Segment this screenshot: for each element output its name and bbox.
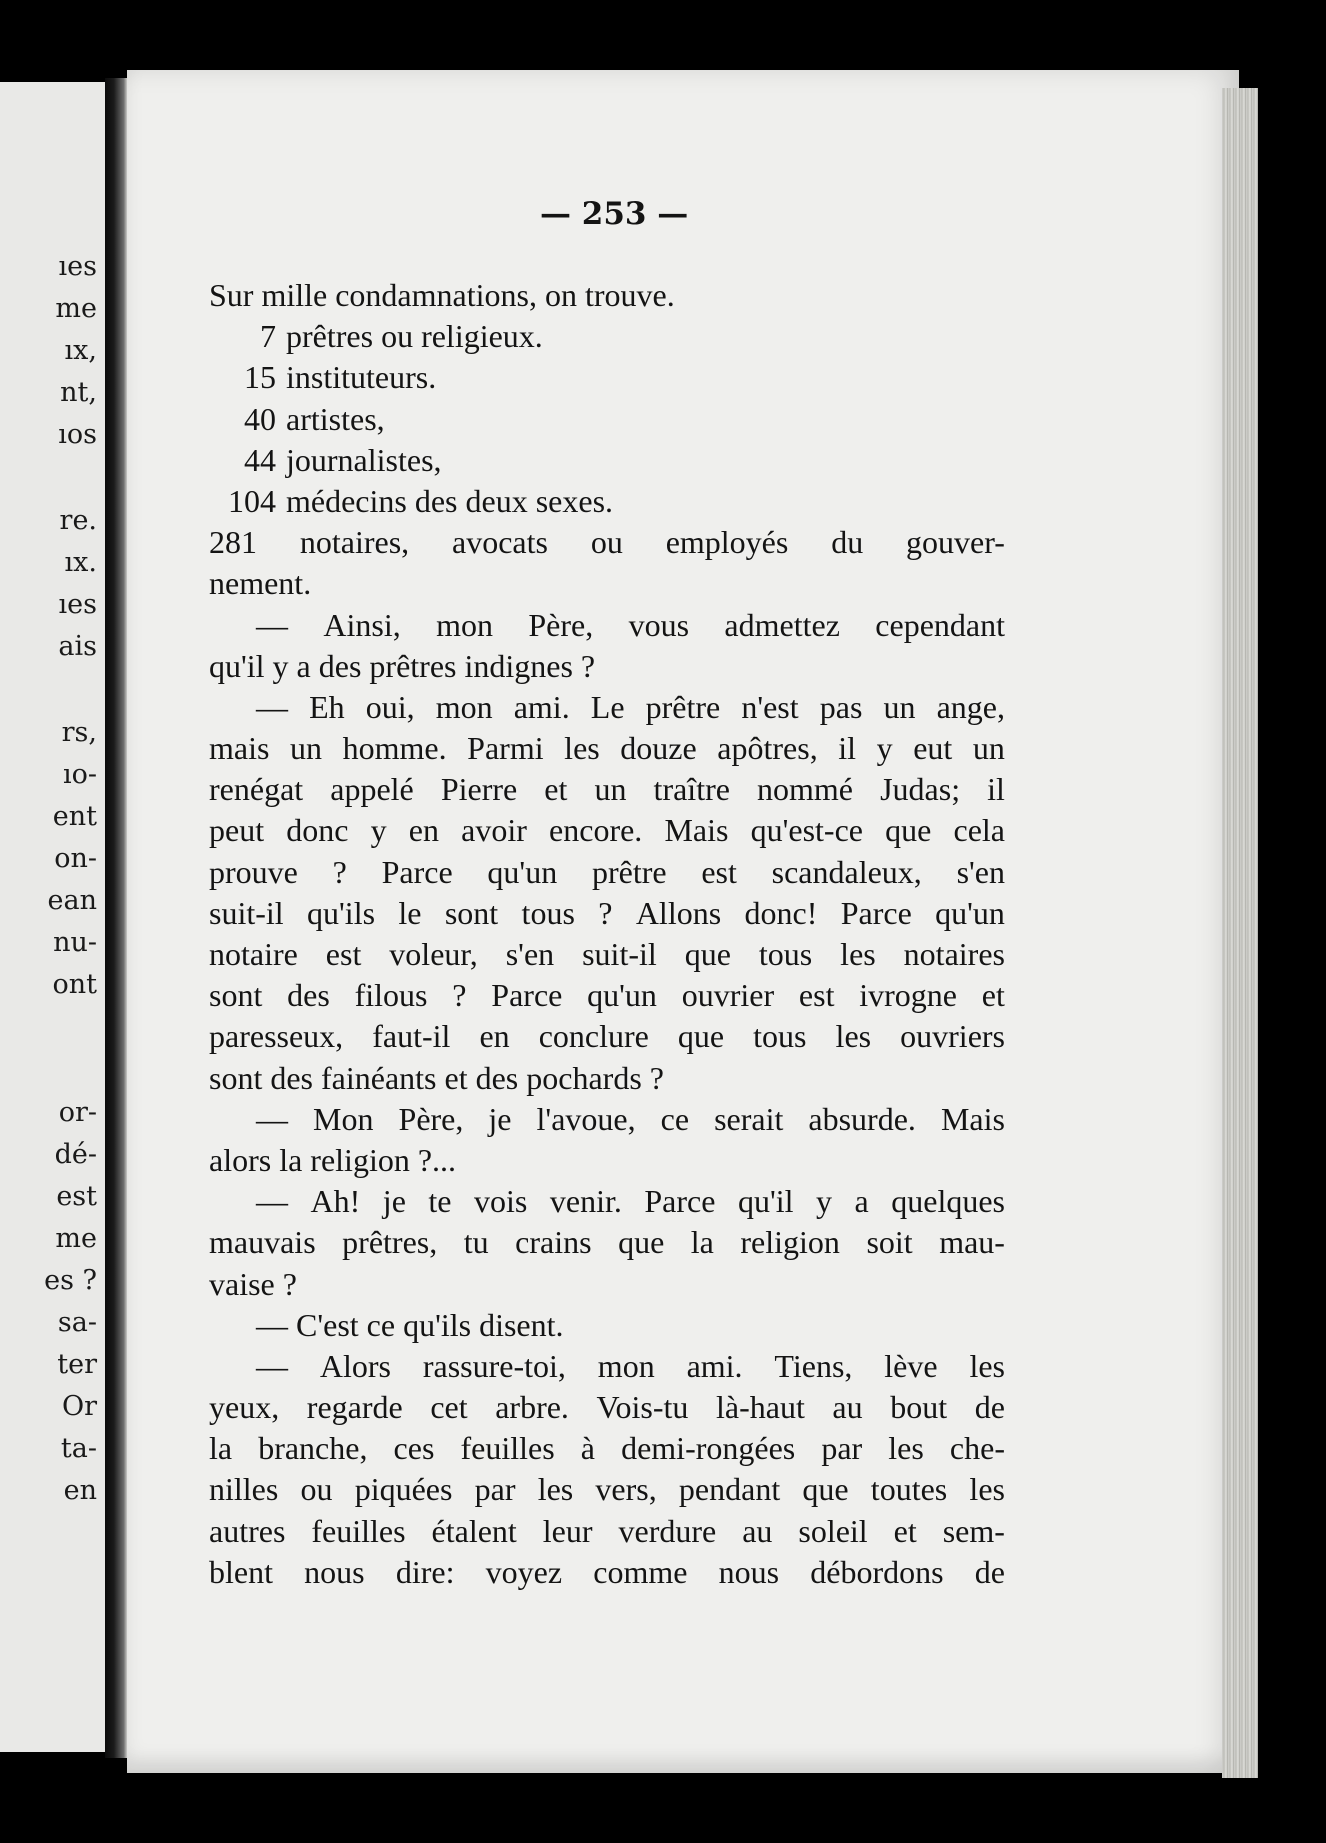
text-line: alors la religion ?... bbox=[209, 1141, 457, 1178]
text-line: qu'il y a des prêtres indignes ? bbox=[209, 647, 596, 684]
facing-page-fragment: me bbox=[55, 293, 97, 324]
text-line: — Ainsi, mon Père, vous admettez cependant bbox=[256, 606, 1005, 643]
text-line: paresseux, faut-il en conclure que tous les ouvriers bbox=[209, 1018, 1005, 1055]
facing-page-fragment: on- bbox=[54, 843, 97, 874]
text-line: 281 notaires, avocats ou employés du gouver- bbox=[209, 524, 1005, 561]
facing-page-fragment: nt, bbox=[60, 377, 97, 408]
facing-page bbox=[0, 82, 105, 1752]
text-line: prouve ? Parce qu'un prêtre est scandaleux, s'en bbox=[209, 853, 1005, 890]
facing-page-fragment: or- bbox=[58, 1097, 97, 1128]
statistic-item bbox=[209, 316, 1005, 357]
body-text bbox=[209, 275, 1005, 1593]
facing-page-fragment: en bbox=[63, 1475, 97, 1506]
text-line: peut donc y en avoir encore. Mais qu'est-ce que cela bbox=[209, 812, 1005, 849]
text-line: suit-il qu'ils le sont tous ? Allons donc! Parce qu'un bbox=[209, 894, 1005, 931]
text-line: la branche, ces feuilles à demi-rongées par les che- bbox=[209, 1430, 1005, 1467]
statistic-label: instituteurs. bbox=[286, 359, 437, 396]
page-number: — 253 — bbox=[540, 196, 689, 232]
text-line: — Eh oui, mon ami. Le prêtre n'est pas un ange, bbox=[256, 688, 1005, 725]
facing-page-fragment: rs, bbox=[61, 717, 97, 748]
text-line: — Mon Père, je l'avoue, ce serait absurde. Mais bbox=[256, 1100, 1005, 1137]
text-line: nement. bbox=[209, 565, 312, 602]
page-edge bbox=[1222, 88, 1258, 1778]
facing-page-fragment: dé- bbox=[54, 1139, 97, 1170]
statistic-item bbox=[209, 357, 1005, 398]
text-line: sont des fainéants et des pochards ? bbox=[209, 1059, 664, 1096]
statistic-number: 7 bbox=[260, 318, 276, 355]
facing-page-fragment: ta- bbox=[60, 1433, 97, 1464]
paragraph-lines bbox=[209, 522, 1005, 1593]
facing-page-fragment: ean bbox=[47, 885, 97, 916]
statistic-number: 44 bbox=[244, 441, 276, 478]
facing-page-fragment: ıx, bbox=[64, 335, 97, 366]
facing-page-fragment: ıes bbox=[58, 251, 97, 282]
text-line: nilles ou piquées par les vers, pendant que toutes les bbox=[209, 1471, 1005, 1508]
text-line: notaire est voleur, s'en suit-il que tous les notaires bbox=[209, 936, 1005, 972]
text-line: mauvais prêtres, tu crains que la religion soit mau- bbox=[209, 1224, 1005, 1261]
text-line: sont des filous ? Parce qu'un ouvrier est ivrogne et bbox=[209, 977, 1005, 1014]
text-line: blent nous dire: voyez comme nous débordons de bbox=[209, 1553, 1005, 1590]
facing-page-fragment: est bbox=[56, 1181, 97, 1212]
facing-page-fragment: ıx. bbox=[64, 547, 97, 578]
statistic-item bbox=[209, 481, 1005, 522]
facing-page-fragment: nu- bbox=[53, 927, 97, 958]
facing-page-fragment: ıo- bbox=[62, 759, 97, 790]
text-line: renégat appelé Pierre et un traître nommé Judas; il bbox=[209, 771, 1005, 808]
text-line: mais un homme. Parmi les douze apôtres, il y eut un bbox=[209, 730, 1005, 767]
text-line: vaise ? bbox=[209, 1265, 297, 1302]
statistic-item bbox=[209, 440, 1005, 481]
facing-page-fragment: ıes bbox=[58, 589, 97, 620]
text-line: autres feuilles étalent leur verdure au soleil et sem- bbox=[209, 1512, 1005, 1549]
intro-line: Sur mille condamnations, on trouve. bbox=[209, 277, 675, 313]
facing-page-fragment: sa- bbox=[57, 1307, 97, 1338]
facing-page-fragment: ont bbox=[52, 969, 97, 1000]
statistic-label: artistes, bbox=[286, 400, 385, 437]
facing-page-fragment: ter bbox=[57, 1349, 97, 1380]
statistics-list bbox=[209, 316, 1005, 522]
statistic-number: 104 bbox=[228, 482, 276, 519]
facing-page-fragment: es ? bbox=[44, 1265, 97, 1296]
statistic-item bbox=[209, 399, 1005, 440]
facing-page-fragment: ent bbox=[52, 801, 97, 832]
facing-page-fragment: re. bbox=[59, 505, 97, 536]
facing-page-fragment: ıos bbox=[58, 419, 97, 450]
statistic-number: 40 bbox=[244, 400, 276, 437]
statistic-number: 15 bbox=[244, 359, 276, 396]
statistic-label: journalistes, bbox=[286, 441, 442, 478]
text-line: yeux, regarde cet arbre. Vois-tu là-haut au bout de bbox=[209, 1389, 1005, 1426]
text-line: — C'est ce qu'ils disent. bbox=[256, 1306, 564, 1343]
text-line: — Alors rassure-toi, mon ami. Tiens, lève les bbox=[256, 1347, 1005, 1384]
facing-page-fragment: Or bbox=[61, 1391, 97, 1422]
statistic-label: prêtres ou religieux. bbox=[286, 318, 543, 355]
facing-page-fragment: ais bbox=[58, 631, 97, 662]
statistic-label: médecins des deux sexes. bbox=[286, 482, 614, 519]
facing-page-fragment: me bbox=[55, 1223, 97, 1254]
text-line: — Ah! je te vois venir. Parce qu'il y a quelques bbox=[256, 1183, 1005, 1220]
book-gutter bbox=[105, 78, 127, 1758]
